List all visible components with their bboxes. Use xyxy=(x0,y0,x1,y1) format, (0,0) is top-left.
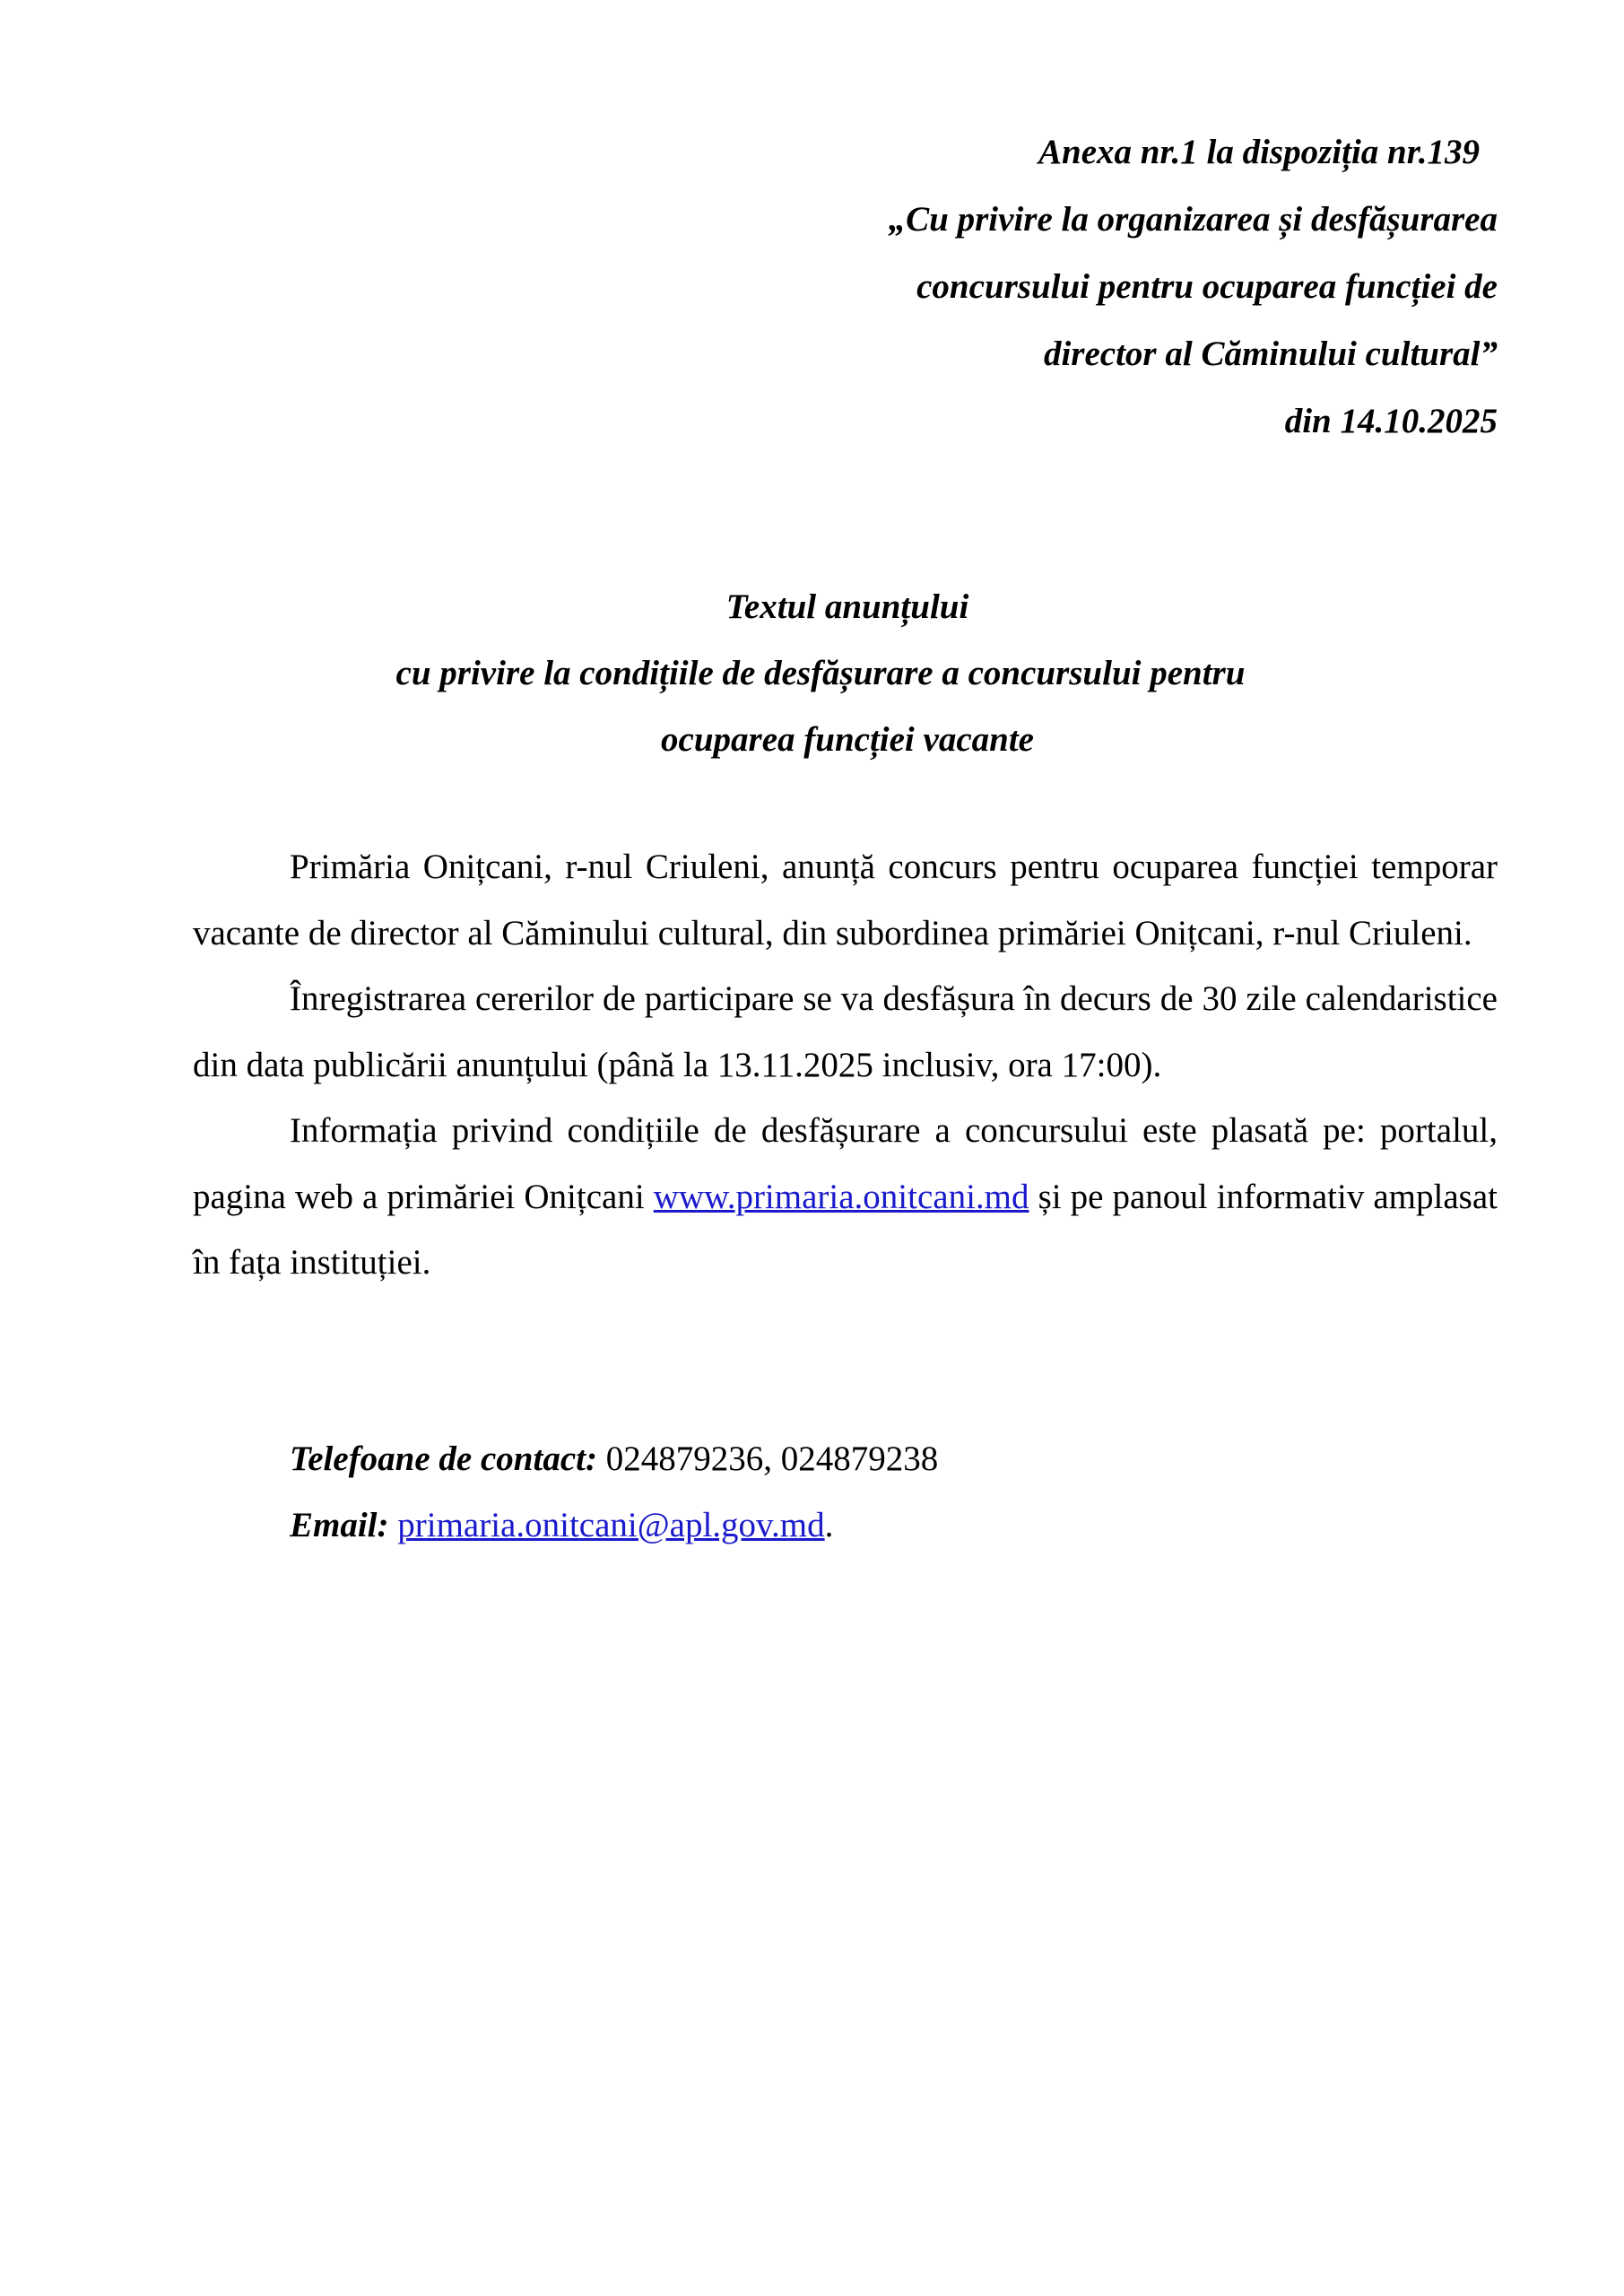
annex-date: din 14.10.2025 xyxy=(1284,402,1498,440)
email-label: Email: xyxy=(290,1506,389,1544)
announcement-title xyxy=(188,574,1507,773)
announcement-body xyxy=(193,834,1498,1296)
email-line xyxy=(290,1492,938,1559)
paragraph-competition: Primăria Onițcani, r-nul Criuleni, anunță concurs pentru ocuparea funcției temporar vacante de director al Căminului cultural, din subordinea primăriei Onițcani, r-nul Criuleni. xyxy=(193,848,1498,952)
annex-line-2: „Cu privire la organizarea și desfășurarea xyxy=(888,200,1498,239)
email-link[interactable]: primaria.onitcani@apl.gov.md xyxy=(397,1506,825,1544)
annex-line-3: concursului pentru ocuparea funcției de xyxy=(916,267,1498,306)
phone-numbers: 024879236, 024879238 xyxy=(596,1439,939,1478)
contact-block xyxy=(290,1426,938,1559)
phone-line xyxy=(290,1426,938,1492)
email-space xyxy=(389,1506,398,1544)
annex-header xyxy=(628,118,1498,455)
title-line-2: cu privire la condițiile de desfășurare a concursului pentru xyxy=(395,654,1246,692)
paragraph-information-text: Informația privind condițiile de desfășurare a concursului este plasată pe: portalul, pagina web a primăriei Onițcani xyxy=(193,1111,1498,1216)
paragraph-information-tail: și pe panoul informativ amplasat în fața instituției. xyxy=(193,1177,1498,1282)
title-line-1: Textul anunțului xyxy=(725,587,969,626)
annex-line-1: Anexa nr.1 la dispoziția nr.139 xyxy=(1038,133,1480,171)
phone-label: Telefoane de contact: xyxy=(290,1439,597,1478)
annex-line-4: director al Căminului cultural” xyxy=(1043,335,1498,373)
paragraph-information xyxy=(193,1098,1498,1296)
email-end: . xyxy=(824,1506,834,1544)
title-line-3: ocuparea funcției vacante xyxy=(661,720,1034,759)
website-link[interactable]: www.primaria.onitcani.md xyxy=(653,1177,1029,1216)
paragraph-registration: Înregistrarea cererilor de participare se va desfășura în decurs de 30 zile calendaristice din data publicării anunțului (până la 13.11.2025 inclusiv, ora 17:00). xyxy=(193,979,1498,1084)
